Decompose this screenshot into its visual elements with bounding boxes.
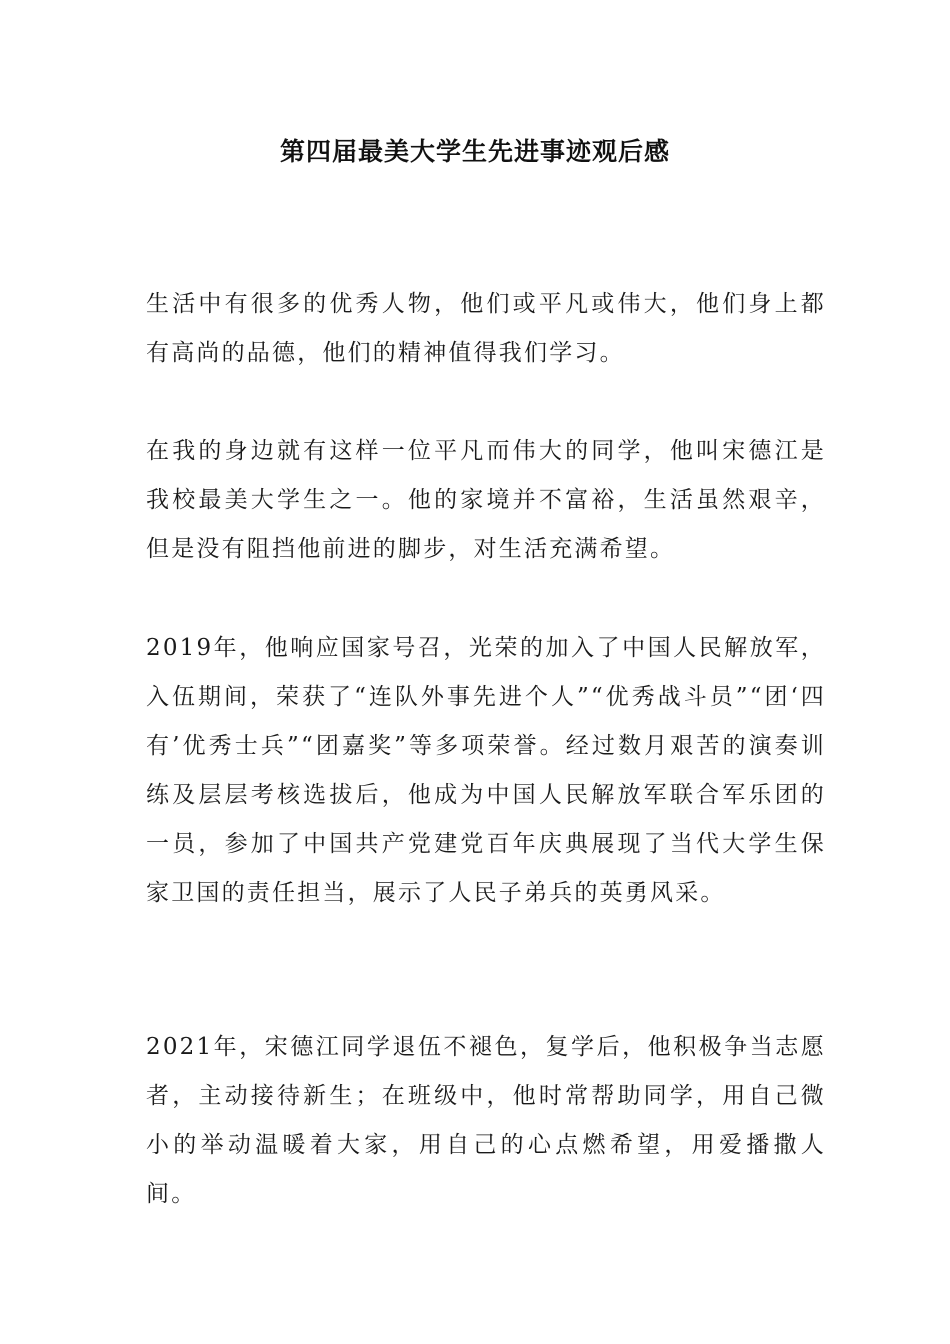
paragraph-text: 生活中有很多的优秀人物，他们或平凡或伟大，他们身上都有高尚的品德，他们的精神值得我们学习。: [146, 291, 826, 366]
paragraph-text: 2021年，宋德江同学退伍不褪色，复学后，他积极争当志愿者，主动接待新生；在班级中，他时常帮助同学，用自己微小的举动温暖着大家，用自己的心点燃希望，用爱播撒人间。: [146, 1034, 826, 1207]
paragraph-3: [146, 624, 826, 918]
paragraph-2: [146, 427, 826, 574]
paragraph-text: 在我的身边就有这样一位平凡而伟大的同学，他叫宋德江是我校最美大学生之一。他的家境并不富裕，生活虽然艰辛，但是没有阻挡他前进的脚步，对生活充满希望。: [146, 438, 826, 562]
paragraph-4: [146, 1023, 826, 1219]
paragraph-1: [146, 280, 826, 378]
paragraph-text: 2019年，他响应国家号召，光荣的加入了中国人民解放军，入伍期间，荣获了“连队外事先进个人”“优秀战斗员”“团‘四有’优秀士兵”“团嘉奖”等多项荣誉。经过数月艰苦的演奏训练及层层考核选拔后，他成为中国人民解放军联合军乐团的一员，参加了中国共产党建党百年庆典展现了当代大学生保家卫国的责任担当，展示了人民子弟兵的英勇风采。: [146, 635, 826, 906]
document-title: 第四届最美大学生先进事迹观后感: [279, 137, 670, 166]
